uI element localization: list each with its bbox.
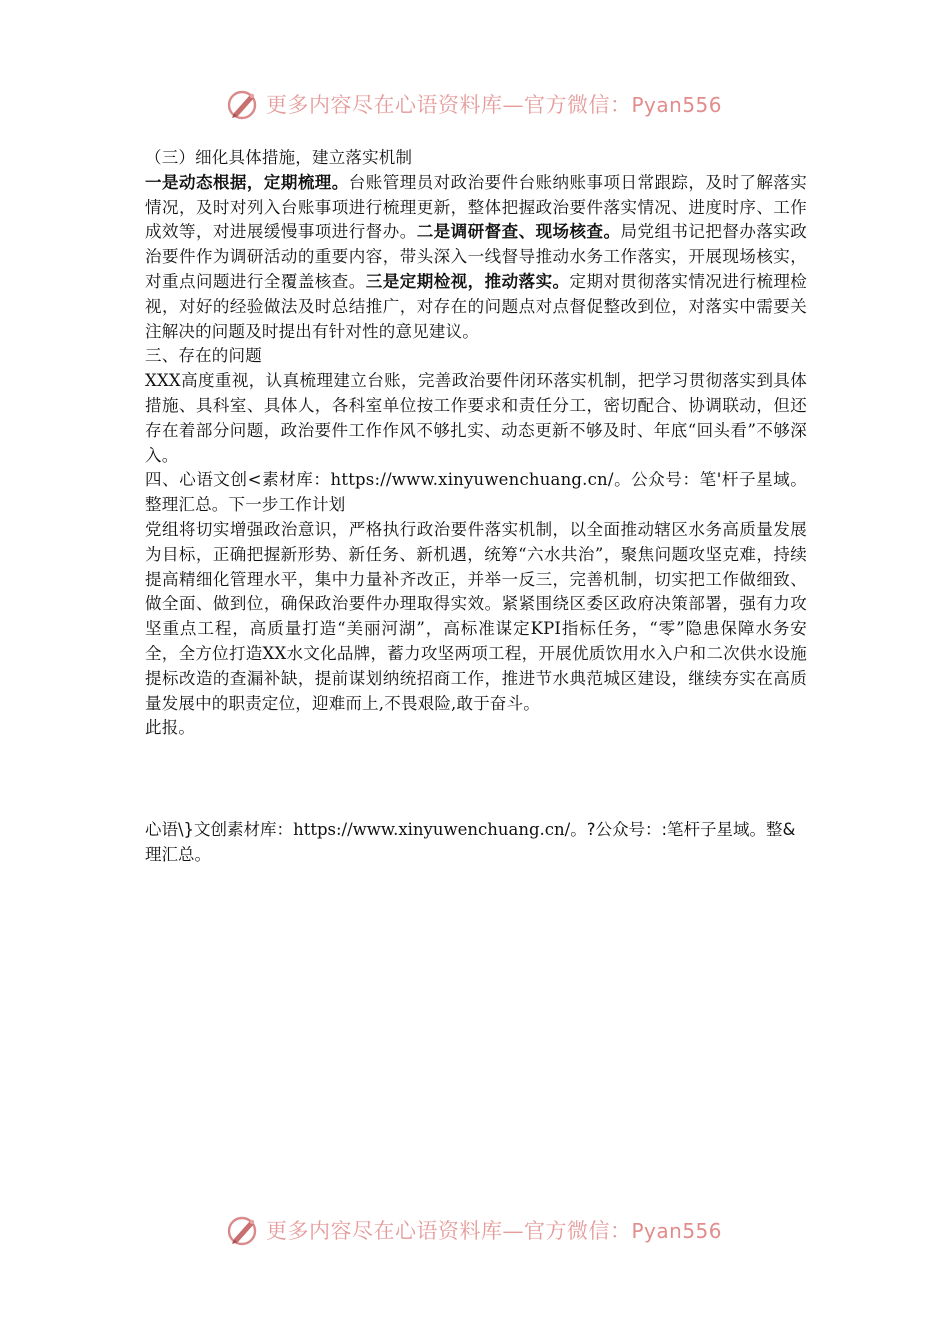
paragraph-measures — [145, 171, 807, 345]
pen-logo-icon — [226, 87, 260, 121]
measure-1-heading: 一是动态根据，定期梳理。 — [145, 172, 349, 192]
footer-note-prefix: 心语\}文创素材库： — [145, 820, 294, 839]
measure-3-text: 定期对贯彻落实情况进行梳理检视，对好的经验做法及时总结推广，对存在的问题点对点督促整改到位，对落实中需要关注解决的问题及时提出有针对性的意见建议。 — [145, 271, 807, 341]
section-4-title-prefix: 四、心语文创<素材库： — [145, 470, 331, 490]
wechat-id: Pyan556 — [631, 1219, 723, 1243]
measure-2-text: 局党组书记把督办落实政治要件作为调研活动的重要内容，带头深入一线督导推动水务工作落实，开展现场核实，对重点问题进行全覆盖核查。 — [145, 222, 807, 291]
footer-url: https://www.xinyuwenchuang.cn/ — [293, 820, 571, 839]
pen-logo-icon — [226, 1213, 260, 1247]
watermark-footer — [226, 1210, 726, 1250]
closing-text: 此报。 — [145, 718, 196, 738]
document-body — [145, 146, 807, 741]
measure-1-text: 台账管理员对政治要件台账纳账事项日常跟踪，及时了解落实情况，及时对列入台账事项进行梳理更新，整体把握政治要件落实情况、进度时序、工作成效等，对进展缓慢事项进行督办。 — [145, 172, 807, 242]
footer-note-suffix: 。?公众号：:笔杆子星域。整&理汇总。 — [145, 820, 796, 864]
section-4-url: https://www.xinyuwenchuang.cn/ — [330, 470, 614, 490]
paragraph-problems: XXX高度重视，认真梳理建立台账，完善政治要件闭环落实机制，把学习贯彻落实到具体措施、具科室、具体人，各科室单位按工作要求和责任分工，密切配合、协调联动，但还存在着部分问题，政治要件工作作风不够扎实、动态更新不够及时、年底“回头看”不够深入。 — [145, 371, 807, 465]
subheading-3: （三）细化具体措施，建立落实机制 — [145, 148, 413, 167]
measure-2-heading: 二是调研督查、现场核查。 — [416, 222, 621, 242]
paragraph-plan: 党组将切实增强政治意识，严格执行政治要件落实机制，以全面推动辖区水务高质量发展为目标，正确把握新形势、新任务、新机遇，统筹“六水共治”，聚焦问题攻坚克难，持续提高精细化管理水平，集中力量补齐改正，并举一反三，完善机制，切实把工作做细致、做全面、做到位，确保政治要件办理取得实效。紧紧围绕区委区政府决策部署，强有力攻坚重点工程，高质量打造“美丽河湖”，高标准谋定KPI指标任务，“零”隐患保障水务安全，全方位打造XX水文化品牌，蓄力攻坚两项工程，开展优质饮用水入户和二次供水设施提标改造的查漏补缺，提前谋划纳统招商工作，推进节水典范城区建设，继续夯实在高质量发展中的职责定位，迎难而上,不畏艰险,敢于奋斗。 — [145, 519, 807, 713]
watermark-header — [226, 84, 726, 124]
section-4-title-suffix: 。公众号：笔'杆子星域。整理汇总。下一步工作计划 — [145, 470, 807, 515]
watermark-text: 更多内容尽在心语资料库—官方微信：Pyan556 — [266, 1219, 723, 1243]
section-4-title — [145, 468, 807, 518]
footer-note — [145, 818, 807, 868]
watermark-text: 更多内容尽在心语资料库—官方微信：Pyan556 — [266, 93, 723, 117]
measure-3-heading: 三是定期检视，推动落实。 — [365, 271, 570, 291]
wechat-id: Pyan556 — [631, 93, 723, 117]
section-3-title: 三、存在的问题 — [145, 346, 262, 366]
